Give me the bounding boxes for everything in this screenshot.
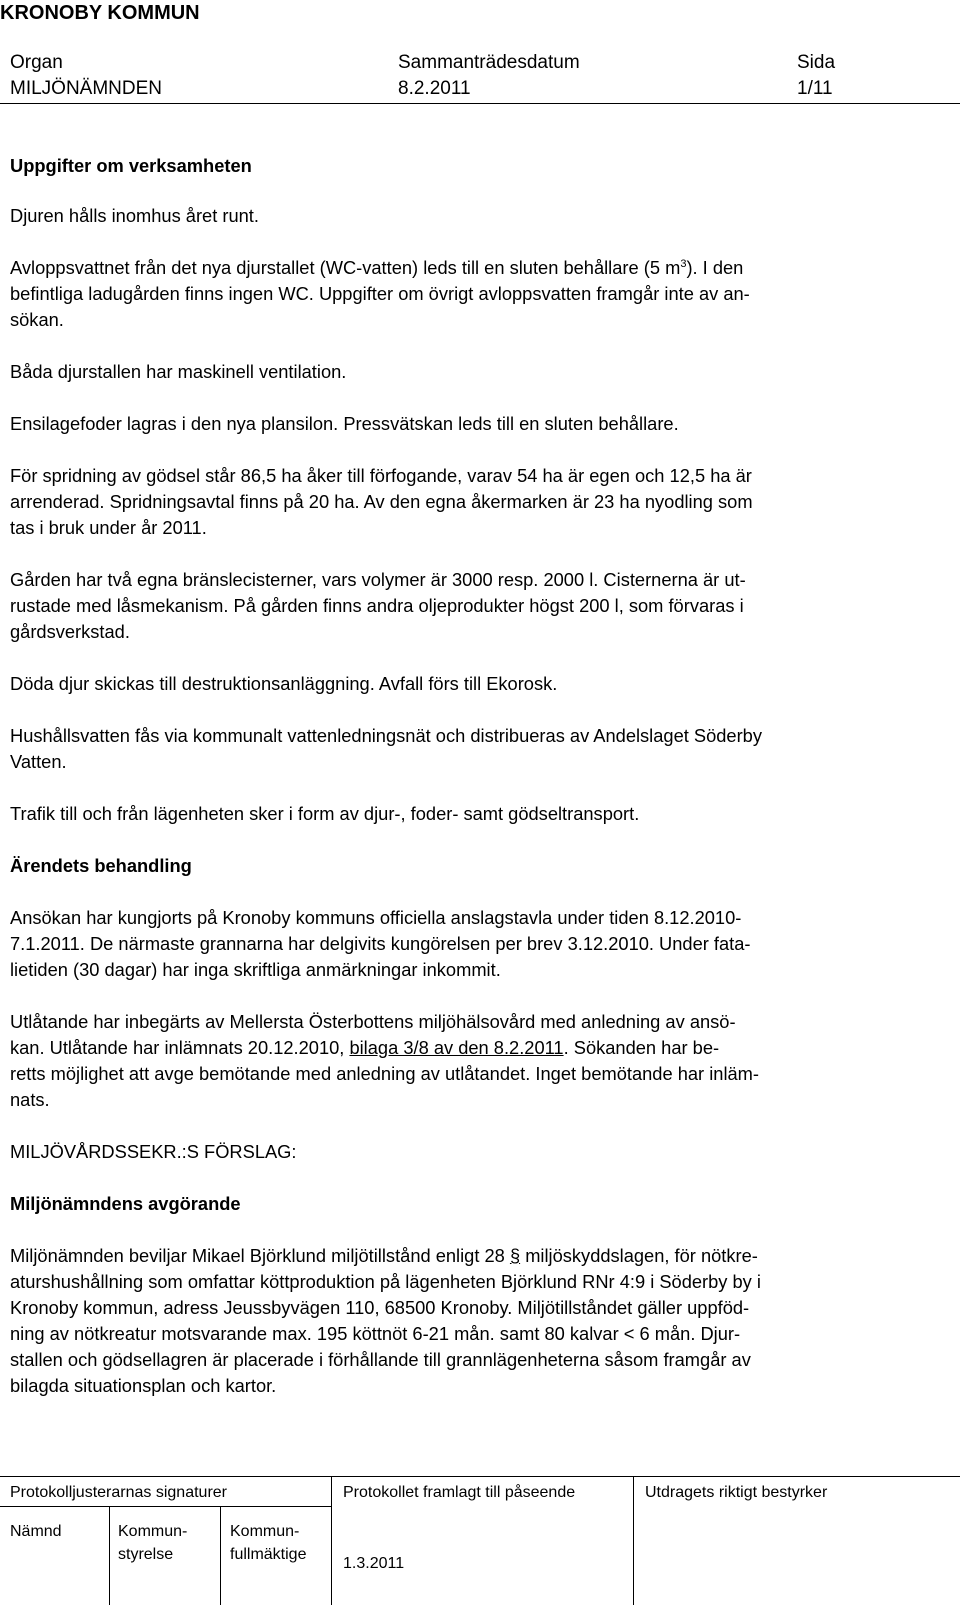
paragraph: Båda djurstallen har maskinell ventilation.	[10, 361, 347, 382]
footer-signatures-label: Protokolljusterarnas signaturer	[10, 1484, 227, 1501]
text-span: . Sökanden har be-	[563, 1037, 720, 1058]
header-date-value: 8.2.2011	[398, 78, 471, 99]
footer-kommunstyrelse-l1: Kommun-	[118, 1523, 188, 1540]
paragraph-line: Utlåtande har inbegärts av Mellersta Österbottens miljöhälsovård med anledning av ansö-	[10, 1011, 736, 1032]
footer-kommunfullmaktige-l2: fullmäktige	[230, 1546, 307, 1563]
footer-kommunstyrelse-l2: styrelse	[118, 1546, 174, 1563]
paragraph-line: befintliga ladugården finns ingen WC. Uppgifter om övrigt avloppsvatten framgår inte av an-	[10, 283, 750, 304]
paragraph-line: tas i bruk under år 2011.	[10, 517, 207, 538]
paragraph-line: ning av nötkreatur motsvarande max. 195 köttnöt 6-21 mån. samt 80 kalvar < 6 mån. Djur-	[10, 1323, 741, 1344]
paragraph-line: Gården har två egna bränslecisterner, vars volymer är 3000 resp. 2000 l. Cisternerna är ut-	[10, 569, 746, 590]
text-span: miljöskyddslagen, för nötkre-	[520, 1245, 758, 1266]
paragraph-line: sökan.	[10, 309, 64, 330]
proposal-label: MILJÖVÅRDSSEKR.:S FÖRSLAG:	[10, 1141, 297, 1162]
paragraph-line: Ansökan har kungjorts på Kronoby kommuns officiella anslagstavla under tiden 8.12.2010-	[10, 907, 742, 928]
footer-top-rule	[0, 1476, 960, 1477]
paragraph-line: 7.1.2011. De närmaste grannarna har delgivits kungörelsen per brev 3.12.2010. Under fata-	[10, 933, 751, 954]
municipality-name: KRONOBY KOMMUN	[0, 2, 200, 24]
footer-posted-date: 1.3.2011	[343, 1555, 405, 1572]
attachment-reference: bilaga 3/8 av den 8.2.2011	[349, 1037, 564, 1058]
paragraph: Trafik till och från lägenheten sker i form av djur-, foder- samt gödseltransport.	[10, 803, 640, 824]
paragraph-line: Vatten.	[10, 751, 67, 772]
paragraph-line: retts möjlighet att avge bemötande med anledning av utlåtandet. Inget bemötande har inläm-	[10, 1063, 759, 1084]
paragraph-line: nats.	[10, 1089, 50, 1110]
header-rule	[0, 103, 960, 104]
text-span: kan. Utlåtande har inlämnats 20.12.2010,	[10, 1037, 350, 1058]
paragraph-line: stallen och gödsellagren är placerade i förhållande till grannlägenheterna såsom framgår av	[10, 1349, 751, 1370]
footer-divider	[220, 1506, 221, 1605]
paragraph-line: För spridning av gödsel står 86,5 ha åker till förfogande, varav 54 ha är egen och 12,5 ha är	[10, 465, 752, 486]
paragraph: Ensilagefoder lagras i den nya plansilon. Pressvätskan leds till en sluten behållare.	[10, 413, 679, 434]
paragraph-line: rustade med låsmekanism. På gården finns andra oljeprodukter högst 200 l, som förvaras i	[10, 595, 744, 616]
footer-divider	[109, 1506, 110, 1605]
heading-avgorande: Miljönämndens avgörande	[10, 1193, 241, 1214]
paragraph-line: aturshushållning som omfattar köttproduktion på lägenheten Björklund RNr 4:9 i Söderby by i	[10, 1271, 761, 1292]
text-span: Avloppsvattnet från det nya djurstallet (WC-vatten) leds till en sluten behållare (5 m	[10, 257, 681, 278]
footer-rule	[0, 1506, 331, 1507]
paragraph-line: lietiden (30 dagar) har inga skriftliga anmärkningar inkommit.	[10, 959, 501, 980]
heading-arendet: Ärendets behandling	[10, 855, 192, 876]
paragraph-line: Kronoby kommun, adress Jeussbyvägen 110, 68500 Kronoby. Miljötillståndet gäller uppföd-	[10, 1297, 750, 1318]
document-body	[10, 153, 952, 1399]
superscript: 3	[680, 257, 687, 270]
text-span: Miljönämnden beviljar Mikael Björklund miljötillstånd enligt 28	[10, 1245, 510, 1266]
paragraph: Djuren hålls inomhus året runt.	[10, 205, 259, 226]
paragraph-line: arrenderad. Spridningsavtal finns på 20 ha. Av den egna åkermarken är 23 ha nyodling som	[10, 491, 753, 512]
footer-posted-label: Protokollet framlagt till påseende	[343, 1484, 576, 1501]
footer-divider	[633, 1476, 634, 1605]
text-span: ). I den	[686, 257, 744, 278]
header-page-value: 1/11	[797, 78, 833, 99]
header-organ-label: Organ	[10, 52, 63, 73]
paragraph: Döda djur skickas till destruktionsanläggning. Avfall förs till Ekorosk.	[10, 673, 558, 694]
footer-kommunfullmaktige-l1: Kommun-	[230, 1523, 300, 1540]
paragraph-line: Hushållsvatten fås via kommunalt vattenledningsnät och distribueras av Andelslaget Söderby	[10, 725, 762, 746]
paragraph-sign: §	[509, 1245, 521, 1266]
paragraph-line	[10, 1243, 952, 1269]
header-organ-value: MILJÖNÄMNDEN	[10, 78, 163, 99]
footer-divider	[331, 1476, 332, 1605]
paragraph-line: bilagda situationsplan och kartor.	[10, 1375, 277, 1396]
header-page-label: Sida	[797, 52, 836, 73]
footer-certified-label: Utdragets riktigt bestyrker	[645, 1484, 828, 1501]
header-date-label: Sammanträdesdatum	[398, 52, 580, 73]
footer-namnd: Nämnd	[10, 1523, 62, 1540]
paragraph	[10, 255, 952, 281]
paragraph-line	[10, 1035, 952, 1061]
heading-verksamhet: Uppgifter om verksamheten	[10, 155, 252, 176]
paragraph-line: gårdsverkstad.	[10, 621, 130, 642]
